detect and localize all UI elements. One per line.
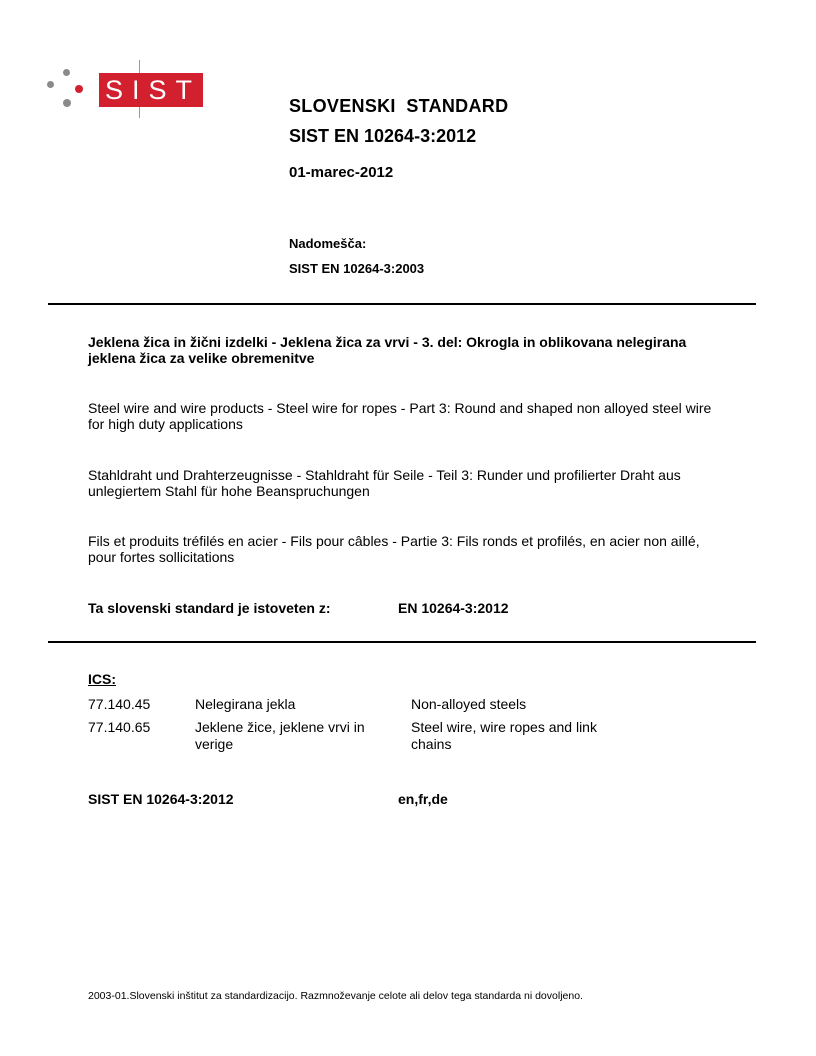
ics-description-en: Steel wire, wire ropes and link chains: [411, 719, 597, 752]
copyright-notice: 2003-01.Slovenski inštitut za standardizacijo. Razmnoževanje celote ali delov tega standarda ni dovoljeno.: [88, 990, 583, 1002]
identical-value: EN 10264-3:2012: [398, 600, 509, 616]
title-german: Stahldraht und Drahterzeugnisse - Stahldraht für Seile - Teil 3: Runder und profilierter Draht aus unlegiertem Stahl für hohe Beanspruchungen: [88, 467, 681, 499]
ics-heading: ICS:: [88, 671, 116, 687]
title-english: Steel wire and wire products - Steel wire for ropes - Part 3: Round and shaped non alloyed steel wire for high duty applications: [88, 400, 712, 432]
replaces-label: Nadomešča:: [289, 236, 367, 251]
logo-dot-icon: [47, 81, 54, 88]
identical-label: Ta slovenski standard je istoveten z:: [88, 600, 331, 616]
divider-bottom: [48, 641, 756, 643]
sist-logo: SIST: [99, 73, 203, 107]
title-french: Fils et produits tréfilés en acier - Fils pour câbles - Partie 3: Fils ronds et profilés, en acier non aillé, pour fortes sollicitations: [88, 533, 700, 565]
ics-description-sl: Jeklene žice, jeklene vrvi in verige: [195, 719, 365, 752]
title-slovenian: Jeklena žica in žični izdelki - Jeklena žica za vrvi - 3. del: Okrogla in oblikovana nelegirana jeklena žica za velike obremenitve: [88, 334, 687, 366]
ics-code: 77.140.65: [88, 719, 151, 735]
sist-logo-dots: [46, 66, 86, 110]
ics-description-en: Non-alloyed steels: [411, 696, 527, 712]
standard-number: SIST EN 10264-3:2012: [289, 126, 477, 146]
ics-description-sl: Nelegirana jekla: [195, 696, 296, 712]
ics-code: 77.140.45: [88, 696, 151, 712]
standard-label: SLOVENSKI STANDARD: [289, 96, 509, 116]
logo-dot-icon: [75, 85, 83, 93]
replaces-value: SIST EN 10264-3:2003: [289, 261, 425, 276]
footer-standard-number: SIST EN 10264-3:2012: [88, 791, 234, 807]
logo-dot-icon: [63, 99, 71, 107]
logo-dot-icon: [63, 69, 70, 76]
divider-top: [48, 303, 756, 305]
standard-date: 01-marec-2012: [289, 164, 394, 181]
footer-languages: en,fr,de: [398, 791, 448, 807]
